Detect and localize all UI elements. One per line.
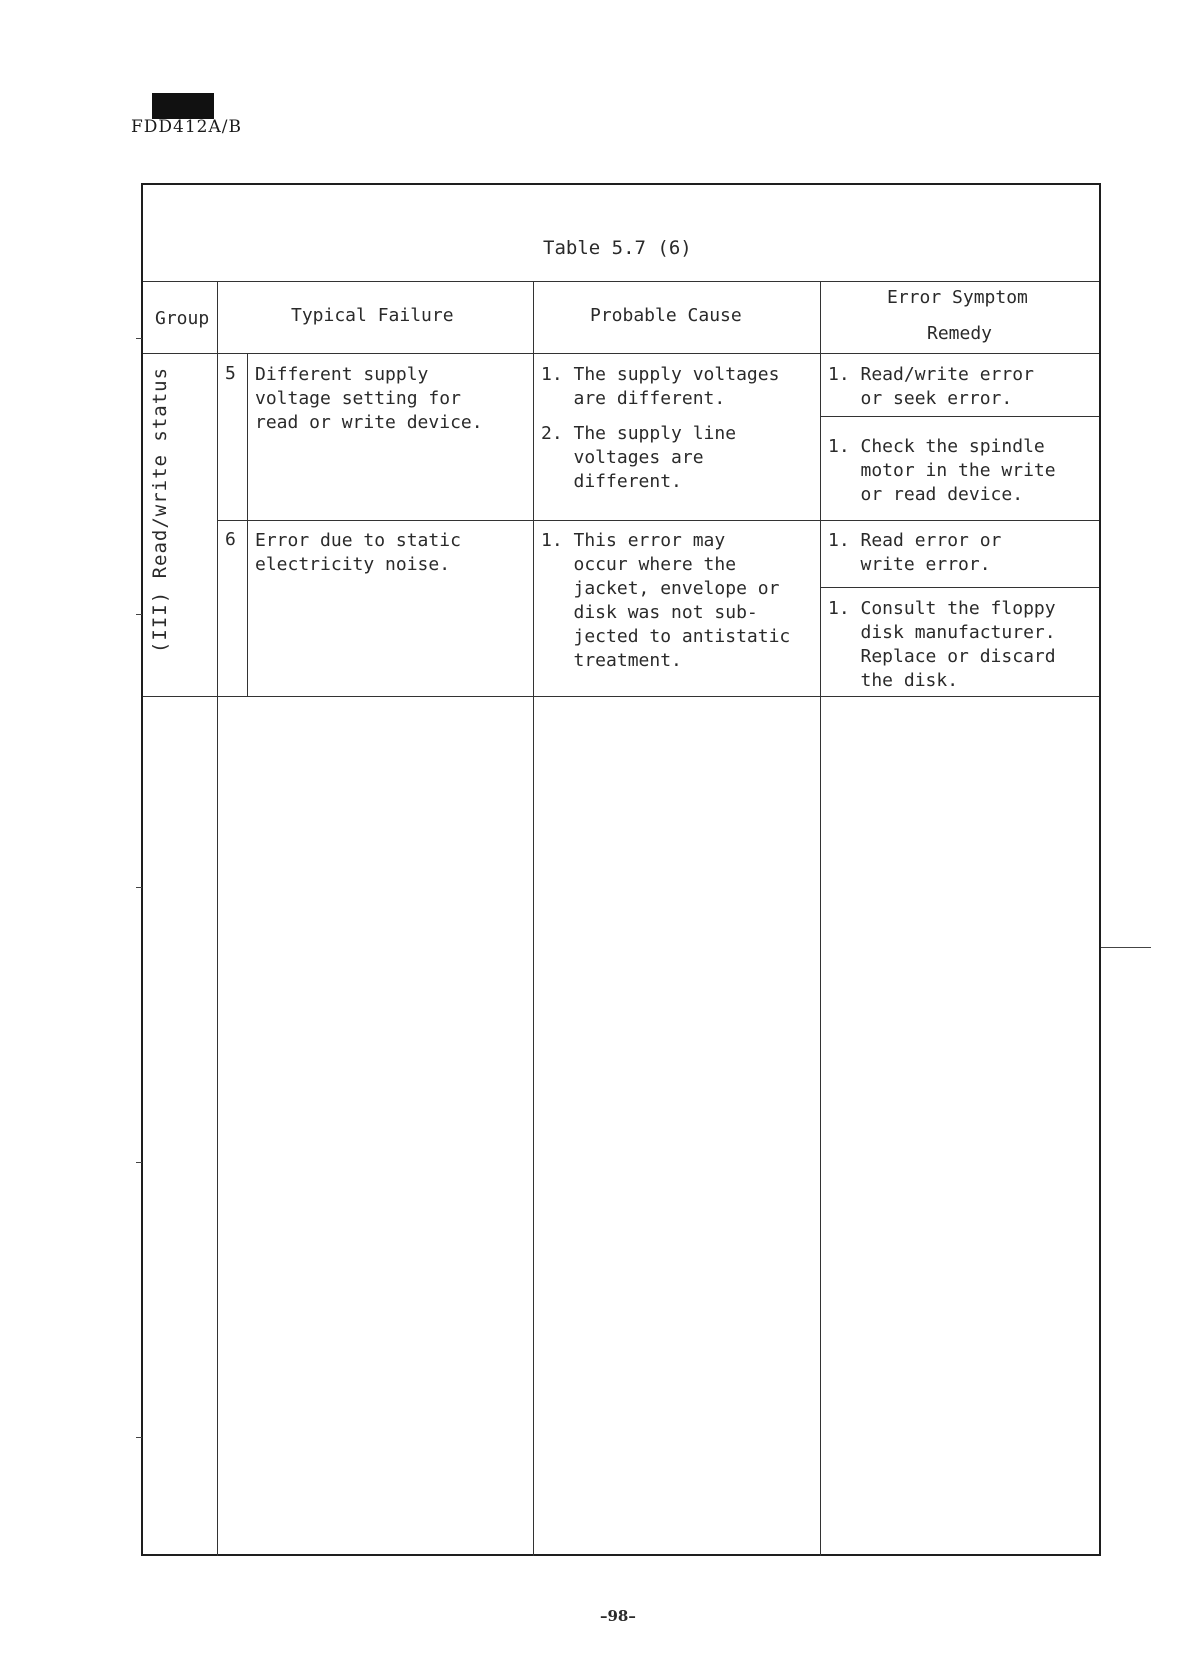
margin-tick — [136, 1437, 142, 1438]
margin-tick — [136, 1162, 142, 1163]
probable-cause-item: 2. The supply line voltages are different. — [541, 423, 737, 492]
probable-cause-item: 1. The supply voltages are different. — [541, 364, 780, 409]
redacted-header-mark — [152, 93, 214, 119]
title-row — [143, 185, 1099, 282]
error-symptom-cell: 1. Read error or write error. — [828, 530, 1002, 575]
symptom-remedy-divider-row5 — [820, 416, 1099, 417]
group-label-vertical: (III) Read/write status — [149, 366, 171, 654]
header-error-symptom: Error Symptom — [887, 287, 1028, 308]
error-symptom-cell: 1. Read/write error or seek error. — [828, 364, 1034, 409]
typical-failure-cell: Error due to static electricity noise. — [255, 530, 461, 575]
header-remedy: Remedy — [927, 323, 993, 344]
header-probable-cause: Probable Cause — [590, 305, 742, 326]
row-divider-5-6 — [217, 520, 1099, 521]
document-id: FDD412A/B — [131, 117, 242, 137]
typical-failure-cell: Different supply voltage setting for read or write device. — [255, 364, 483, 433]
probable-cause-item: 1. This error may occur where the jacket, envelope or disk was not sub- jected to antistatic treatment. — [541, 530, 791, 671]
rows-end-divider — [143, 696, 1099, 697]
header-divider — [143, 353, 1099, 354]
remedy-cell: 1. Check the spindle motor in the write or read device. — [828, 436, 1056, 505]
column-divider-group — [217, 281, 218, 1556]
margin-tick — [136, 614, 142, 615]
header-typical-failure: Typical Failure — [291, 305, 454, 326]
margin-tick — [136, 338, 142, 339]
symptom-remedy-divider-row6 — [820, 587, 1099, 588]
column-divider-failure — [533, 281, 534, 1556]
table-title: Table 5.7 (6) — [543, 237, 692, 259]
page-number: –98– — [600, 1607, 636, 1625]
row-number: 6 — [225, 529, 236, 550]
column-divider-cause — [820, 281, 821, 1556]
margin-tick — [1101, 947, 1151, 948]
header-group: Group — [155, 308, 210, 329]
troubleshooting-table — [141, 183, 1101, 1556]
row-number: 5 — [225, 363, 236, 384]
margin-tick — [136, 887, 142, 888]
number-subcolumn-divider — [247, 353, 248, 696]
remedy-cell: 1. Consult the floppy disk manufacturer. Replace or discard the disk. — [828, 598, 1056, 691]
